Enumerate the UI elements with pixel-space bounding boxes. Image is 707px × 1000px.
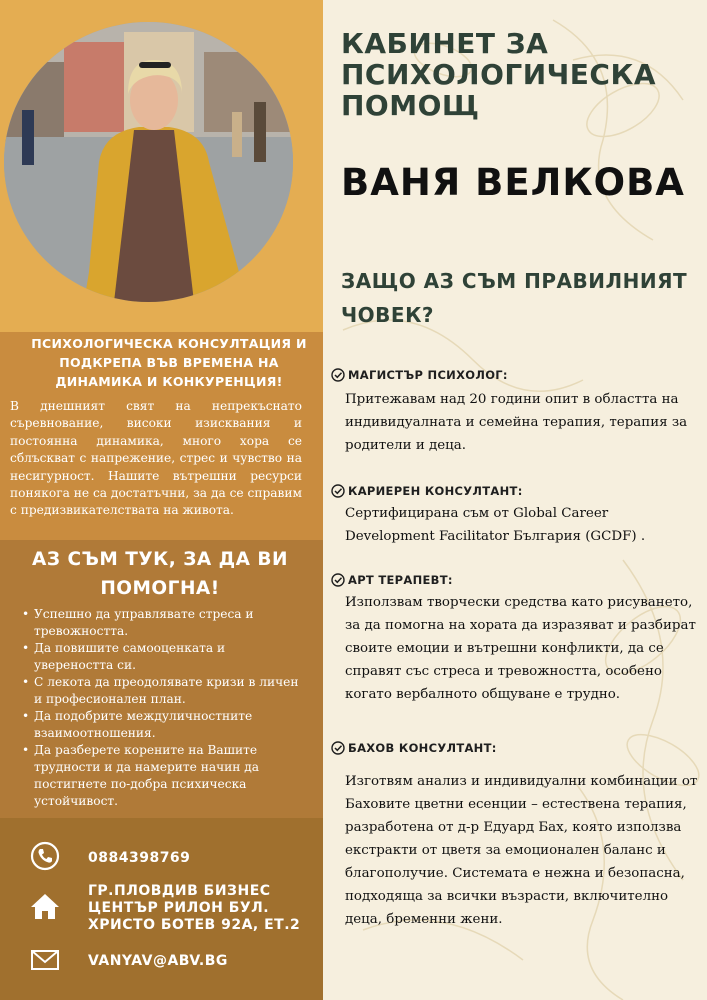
address-text: ГР.ПЛОВДИВ БИЗНЕС ЦЕНТЪР РИЛОН БУЛ. ХРИСТО БОТЕВ 92А, ЕТ.2 bbox=[88, 883, 301, 933]
list-item: • Да подобрите междуличностните взаимоотношения. bbox=[22, 708, 307, 742]
phone-number[interactable]: 0884398769 bbox=[88, 850, 191, 866]
person-name: ВАНЯ ВЕЛКОВА bbox=[341, 161, 685, 204]
qualification-heading bbox=[331, 484, 523, 498]
email-row[interactable] bbox=[28, 943, 62, 977]
check-circle-icon bbox=[331, 741, 345, 755]
phone-row[interactable] bbox=[28, 839, 62, 873]
section-body: Използвам творчески средства като рисуването, за да помогна на хората да изразяват и разбират своите емоции и вътрешни конфликти, да се справят със стреса и тревожността, особено когато вербалното общуване е трудно. bbox=[345, 595, 696, 702]
section-body: Притежавам над 20 години опит в областта на индивидуалната и семейна терапия, терапия за родители и деца. bbox=[345, 392, 688, 453]
list-item: • Да повишите самооценката и увереността си. bbox=[22, 640, 307, 674]
portrait-photo bbox=[4, 22, 293, 302]
section-body: Сертифицирана съм от Global Career Development Facilitator България (GCDF) . bbox=[345, 506, 646, 544]
check-circle-icon bbox=[331, 484, 345, 498]
address-row bbox=[28, 889, 62, 923]
list-item: • Успешно да управлявате стреса и тревожността. bbox=[22, 606, 307, 640]
check-circle-icon bbox=[331, 573, 345, 587]
section-heading-label: АРТ ТЕРАПЕВТ: bbox=[348, 573, 453, 587]
qualification-heading bbox=[331, 741, 497, 755]
home-icon bbox=[28, 889, 62, 923]
left-column bbox=[0, 0, 323, 1000]
photo-panel bbox=[0, 0, 323, 332]
help-heading: АЗ СЪМ ТУК, ЗА ДА ВИ ПОМОГНА! bbox=[32, 549, 288, 599]
list-item: • С лекота да преодолявате кризи в личен и професионален план. bbox=[22, 674, 307, 708]
right-column bbox=[323, 0, 707, 1000]
phone-icon bbox=[28, 839, 62, 873]
section-body: Изготвям анализ и индивидуални комбинации от Баховите цветни есенции – естествена терапия, разработена от д-р Едуард Бах, която използва екстракти от цветя за емоционален баланс и благополучие. Системата е нежна и безопасна, подходяща за всички възрасти, включително деца, бременни жени. bbox=[345, 774, 698, 927]
qualification-heading bbox=[331, 573, 453, 587]
page-title: КАБИНЕТ ЗА ПСИХОЛОГИЧЕСКА ПОМОЩ bbox=[341, 27, 656, 122]
section-heading-label: МАГИСТЪР ПСИХОЛОГ: bbox=[348, 368, 508, 382]
mail-icon bbox=[28, 943, 62, 977]
intro-paragraph: В днешният свят на непрекъснато съревнование, високи изисквания и постоянна динамика, много хора се сблъскват с напрежение, стрес и чувство на несигурност. Нашите вътрешни ресурси понякога не са достатъчни, за да се справим с предизвикателствата на живота. bbox=[10, 399, 302, 518]
help-list bbox=[22, 606, 307, 810]
section-heading-label: БАХОВ КОНСУЛТАНТ: bbox=[348, 741, 497, 755]
check-circle-icon bbox=[331, 368, 345, 382]
intro-heading: ПСИХОЛОГИЧЕСКА КОНСУЛТАЦИЯ И ПОДКРЕПА ВЪВ ВРЕМЕНА НА ДИНАМИКА И КОНКУРЕНЦИЯ! bbox=[31, 336, 307, 389]
qualification-heading bbox=[331, 368, 508, 382]
email-address[interactable]: VANYAV@ABV.BG bbox=[88, 953, 228, 969]
list-item: • Да разберете корените на Вашите трудности и да намерите начин да постигнете по-добра психическа устойчивост. bbox=[22, 742, 307, 810]
section-heading-label: КАРИЕРЕН КОНСУЛТАНТ: bbox=[348, 484, 523, 498]
section-subtitle: ЗАЩО АЗ СЪМ ПРАВИЛНИЯТ ЧОВЕК? bbox=[341, 269, 688, 327]
